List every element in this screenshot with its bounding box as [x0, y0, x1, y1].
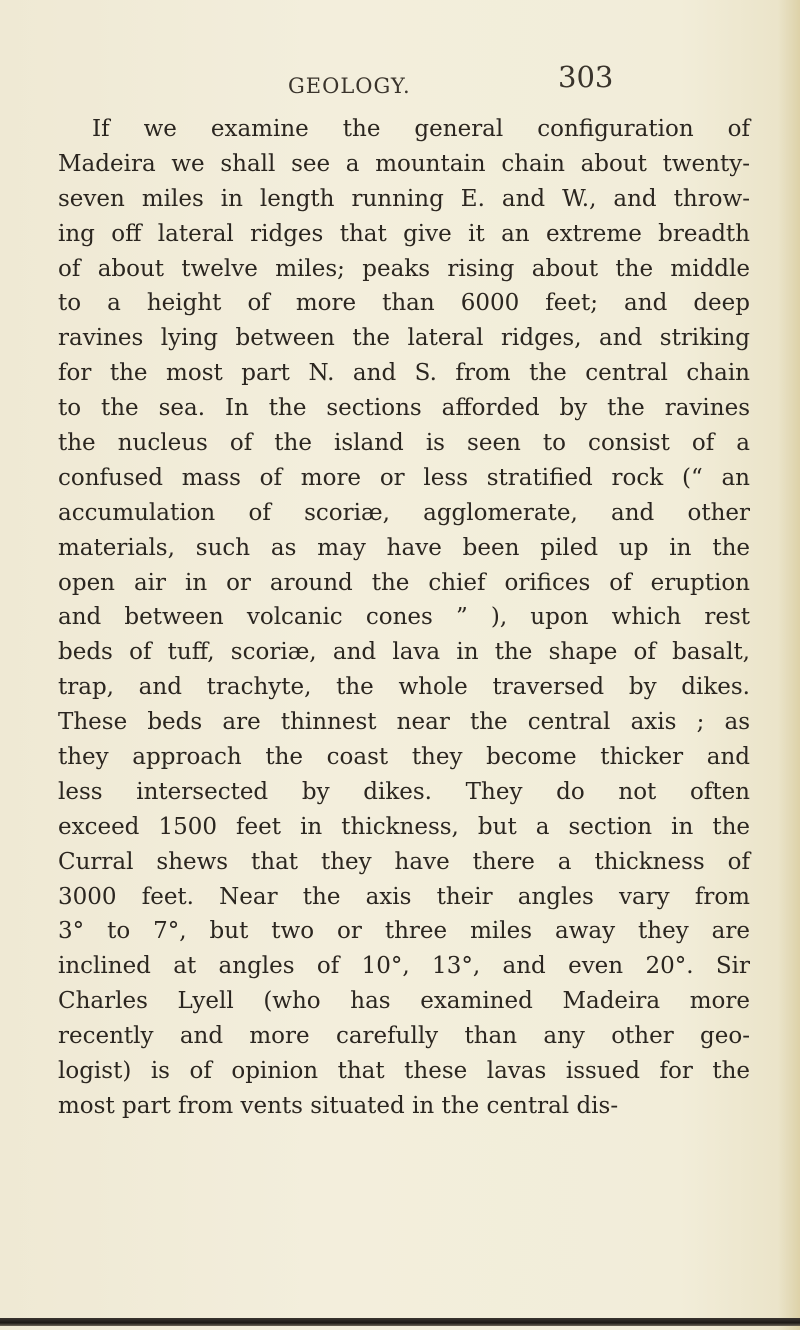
- text-line: Madeira we shall see a mountain chain about twenty-: [58, 150, 750, 177]
- text-line: for the most part N. and S. from the central chain: [58, 360, 750, 387]
- text-line: 3000 feet. Near the axis their angles vary from: [58, 883, 750, 910]
- text-line: materials, such as may have been piled up in the: [58, 534, 750, 561]
- text-line: ing off lateral ridges that give it an extreme breadth: [58, 220, 750, 247]
- text-line: Charles Lyell (who has examined Madeira more: [58, 988, 750, 1015]
- text-line: beds of tuff, scoriæ, and lava in the shape of basalt,: [58, 639, 750, 666]
- text-line: These beds are thinnest near the central axis ; as: [58, 709, 750, 736]
- text-line: most part from vents situated in the central dis-: [58, 1092, 619, 1119]
- text-line: seven miles in length running E. and W., and throw-: [58, 185, 750, 212]
- text-line: to the sea. In the sections afforded by the ravines: [58, 395, 750, 422]
- page-header: [0, 60, 800, 100]
- text-line: to a height of more than 6000 feet; and deep: [58, 290, 750, 317]
- running-head: GEOLOGY.: [288, 74, 411, 98]
- text-line: logist) is of opinion that these lavas issued for the: [58, 1058, 750, 1085]
- text-line: inclined at angles of 10°, 13°, and even 20°. Sir: [58, 953, 750, 980]
- text-line: confused mass of more or less stratified rock (“ an: [58, 464, 750, 491]
- body-paragraph: [58, 112, 750, 1124]
- text-line: the nucleus of the island is seen to consist of a: [58, 430, 750, 457]
- text-line: 3° to 7°, but two or three miles away they are: [58, 918, 750, 945]
- text-line: exceed 1500 feet in thickness, but a section in the: [58, 813, 750, 840]
- text-line: ravines lying between the lateral ridges, and striking: [58, 325, 750, 352]
- text-line: If we examine the general configuration of: [92, 116, 750, 142]
- text-line: recently and more carefully than any other geo-: [58, 1023, 750, 1050]
- text-line: of about twelve miles; peaks rising about the middle: [58, 255, 750, 282]
- text-line: less intersected by dikes. They do not often: [58, 778, 750, 805]
- text-line: and between volcanic cones ” ), upon which rest: [58, 604, 750, 631]
- text-line: trap, and trachyte, the whole traversed by dikes.: [58, 674, 750, 701]
- bottom-edge-rule: [0, 1318, 800, 1326]
- page-number: 303: [558, 60, 614, 94]
- page-edge-shadow: [778, 0, 800, 1330]
- text-line: they approach the coast they become thicker and: [58, 744, 750, 771]
- text-line: Curral shews that they have there a thickness of: [58, 848, 750, 875]
- text-line: open air in or around the chief orifices of eruption: [58, 569, 750, 596]
- text-line: accumulation of scoriæ, agglomerate, and other: [58, 499, 750, 526]
